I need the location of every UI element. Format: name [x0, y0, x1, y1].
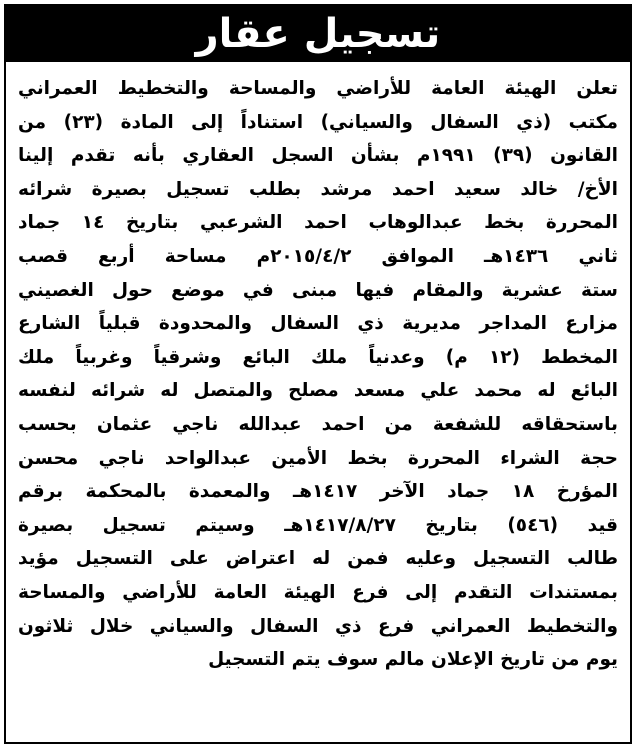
- notice-line: تعلن الهيئة العامة للأراضي والمساحة والتخطيط العمراني: [18, 78, 618, 99]
- notice-line: طالب التسجيل وعليه فمن له اعتراض على التسجيل مؤيد: [18, 548, 618, 570]
- notice-line: الأخ/ خالد سعيد احمد مرشد بطلب تسجيل بصيرة شرائه: [18, 178, 618, 200]
- notice-line: قيد (٥٤٦) بتاريخ ١٤١٧/٨/٢٧هـ وسيتم تسجيل بصيرة: [18, 514, 618, 536]
- notice-line: والتخطيط العمراني فرع ذي السفال والسياني خلال ثلاثون: [18, 615, 618, 637]
- notice-line: يوم من تاريخ الإعلان مالم سوف يتم التسجيل: [208, 649, 618, 671]
- notice-line: بمستندات التقدم إلى فرع الهيئة العامة للأراضي والمساحة: [18, 581, 618, 603]
- notice-line: حجة الشراء المحررة بخط الأمين عبدالواحد ناجي محسن: [18, 447, 618, 469]
- notice-line: المخطط (١٢ م) وعدنياً ملك البائع وشرقياً وغربياً ملك: [18, 346, 618, 368]
- property-registration-notice: [4, 4, 632, 744]
- notice-line: القانون (٣٩) ١٩٩١م بشأن السجل العقاري بأنه تقدم إلينا: [18, 145, 618, 167]
- notice-line: مزارع المداجر مديرية ذي السفال والمحدودة قبلياً الشارع: [18, 313, 618, 335]
- notice-line: باستحقاقه للشفعة من احمد عبدالله ناجي عثمان بحسب: [18, 413, 618, 435]
- notice-line: ستة عشرية والمقام فيها مبنى في موضع حول الغصيني: [18, 279, 618, 301]
- notice-line: مكتب (ذي السفال والسياني) استناداً إلى المادة (٢٣) من: [18, 111, 618, 133]
- notice-line: ثاني ١٤٣٦هـ الموافق ٢٠١٥/٤/٢م مساحة أربع قصب: [18, 245, 618, 267]
- notice-line: البائع له محمد علي مسعد مصلح والمتصل له شرائه لنفسه: [18, 380, 618, 402]
- notice-body: [18, 72, 618, 677]
- notice-line: المحررة بخط عبدالوهاب احمد الشرعبي بتاريخ ١٤ جماد: [18, 212, 618, 234]
- notice-title: تسجيل عقار: [195, 11, 441, 57]
- title-bar: [6, 6, 630, 62]
- notice-line: المؤرخ ١٨ جماد الآخر ١٤١٧هـ والمعمدة بالمحكمة برقم: [18, 481, 618, 503]
